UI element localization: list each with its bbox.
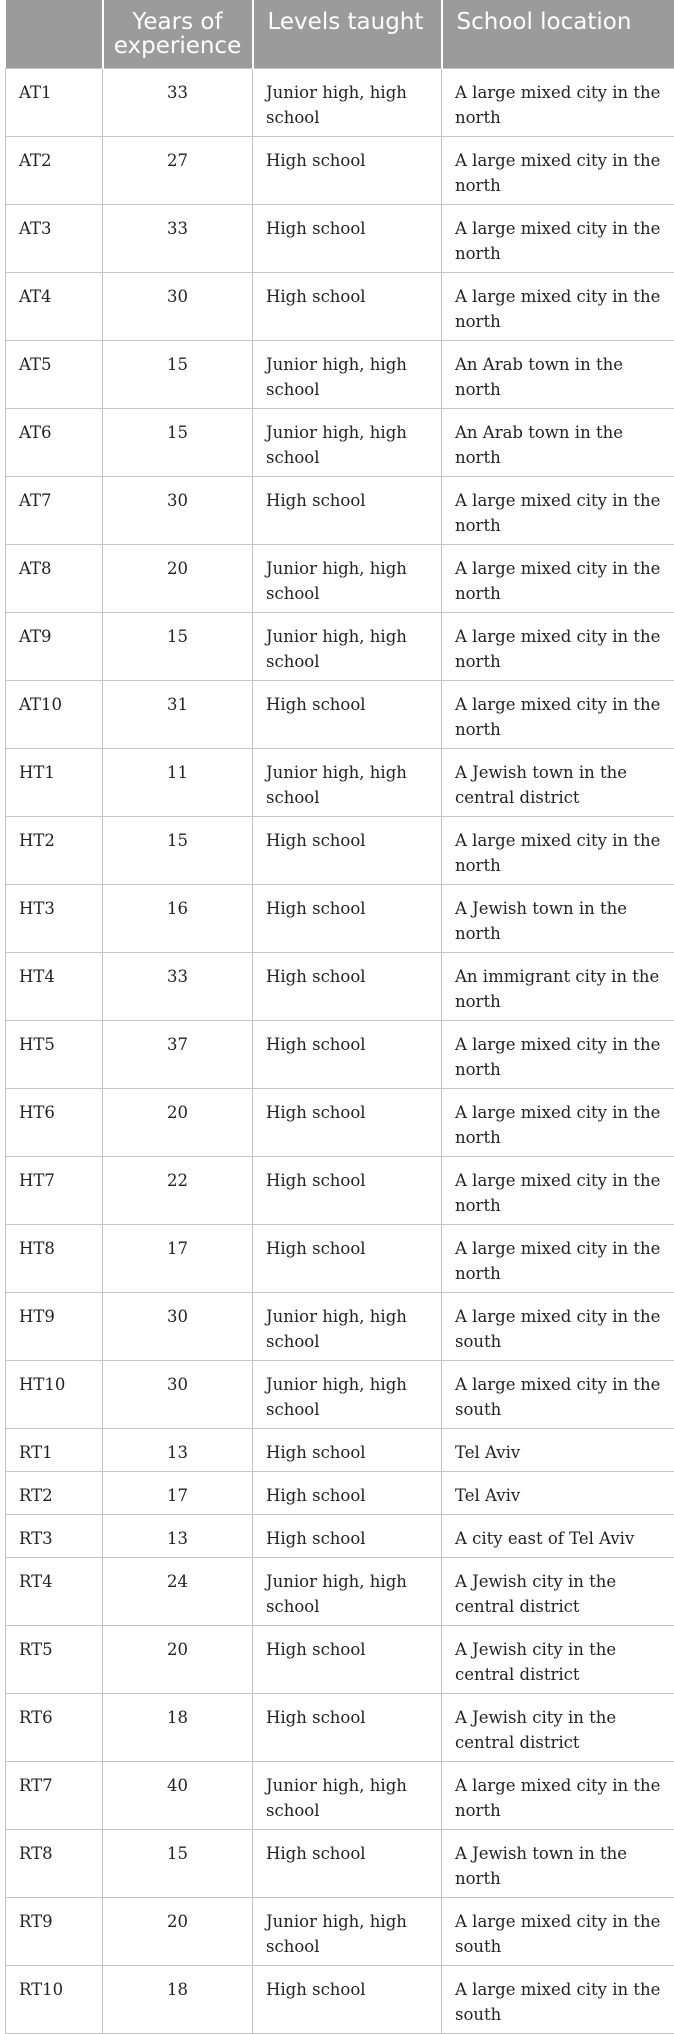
teacher-table [5,0,674,2034]
table-row [6,1515,674,1558]
cell-school-location: An Arab town in the north [442,409,674,477]
cell-school-location: A large mixed city in the north [442,1089,674,1157]
cell-teacher-id: RT5 [6,1626,103,1694]
cell-years-of-experience: 15 [103,817,253,885]
table-row [6,1429,674,1472]
cell-teacher-id: AT1 [6,69,103,137]
cell-teacher-id: HT9 [6,1293,103,1361]
cell-teacher-id: HT3 [6,885,103,953]
cell-levels-taught: High school [253,1472,442,1515]
table-row [6,69,674,137]
cell-levels-taught: High school [253,1830,442,1898]
cell-levels-taught: Junior high, high school [253,1361,442,1429]
cell-levels-taught: High school [253,477,442,545]
cell-years-of-experience: 13 [103,1515,253,1558]
cell-teacher-id: RT10 [6,1966,103,2034]
cell-years-of-experience: 20 [103,545,253,613]
cell-levels-taught: High school [253,1021,442,1089]
cell-years-of-experience: 15 [103,1830,253,1898]
cell-years-of-experience: 17 [103,1472,253,1515]
cell-levels-taught: Junior high, high school [253,409,442,477]
cell-teacher-id: AT4 [6,273,103,341]
cell-school-location: A large mixed city in the north [442,817,674,885]
cell-years-of-experience: 33 [103,69,253,137]
cell-school-location: Tel Aviv [442,1472,674,1515]
table-row [6,273,674,341]
cell-school-location: A Jewish city in the central district [442,1558,674,1626]
cell-school-location: A Jewish town in the north [442,1830,674,1898]
cell-levels-taught: High school [253,1157,442,1225]
cell-teacher-id: RT9 [6,1898,103,1966]
cell-years-of-experience: 31 [103,681,253,749]
cell-levels-taught: Junior high, high school [253,1558,442,1626]
header-school-location: School location [442,0,674,69]
table-row [6,545,674,613]
cell-levels-taught: High school [253,1966,442,2034]
cell-years-of-experience: 16 [103,885,253,953]
cell-levels-taught: High school [253,817,442,885]
table-row [6,613,674,681]
header-levels-taught: Levels taught [253,0,442,69]
cell-years-of-experience: 22 [103,1157,253,1225]
cell-years-of-experience: 24 [103,1558,253,1626]
header-id [6,0,103,69]
cell-school-location: A large mixed city in the north [442,613,674,681]
cell-school-location: An Arab town in the north [442,341,674,409]
table-row [6,1089,674,1157]
cell-teacher-id: AT8 [6,545,103,613]
cell-years-of-experience: 30 [103,273,253,341]
cell-years-of-experience: 30 [103,477,253,545]
cell-teacher-id: RT2 [6,1472,103,1515]
cell-levels-taught: High school [253,1515,442,1558]
cell-teacher-id: AT9 [6,613,103,681]
table-row [6,409,674,477]
cell-levels-taught: High school [253,681,442,749]
cell-levels-taught: High school [253,1694,442,1762]
cell-years-of-experience: 20 [103,1089,253,1157]
cell-school-location: A large mixed city in the south [442,1293,674,1361]
cell-teacher-id: AT2 [6,137,103,205]
table-row [6,1830,674,1898]
cell-school-location: A Jewish city in the central district [442,1694,674,1762]
cell-levels-taught: High school [253,137,442,205]
cell-teacher-id: AT7 [6,477,103,545]
cell-school-location: Tel Aviv [442,1429,674,1472]
cell-years-of-experience: 37 [103,1021,253,1089]
cell-years-of-experience: 18 [103,1694,253,1762]
cell-years-of-experience: 15 [103,613,253,681]
cell-teacher-id: AT6 [6,409,103,477]
table-row [6,1762,674,1830]
cell-years-of-experience: 27 [103,137,253,205]
cell-years-of-experience: 11 [103,749,253,817]
cell-years-of-experience: 33 [103,205,253,273]
cell-levels-taught: Junior high, high school [253,1762,442,1830]
cell-school-location: A large mixed city in the north [442,1021,674,1089]
table-row [6,477,674,545]
cell-school-location: A Jewish town in the central district [442,749,674,817]
table-header-row [6,0,674,69]
table-row [6,1694,674,1762]
cell-school-location: A large mixed city in the north [442,1157,674,1225]
cell-teacher-id: AT3 [6,205,103,273]
table-row [6,1157,674,1225]
cell-years-of-experience: 17 [103,1225,253,1293]
cell-levels-taught: High school [253,1225,442,1293]
cell-teacher-id: RT7 [6,1762,103,1830]
cell-school-location: A large mixed city in the north [442,477,674,545]
cell-years-of-experience: 33 [103,953,253,1021]
cell-levels-taught: High school [253,205,442,273]
cell-levels-taught: High school [253,1626,442,1694]
cell-teacher-id: RT4 [6,1558,103,1626]
header-years-of-experience: Years of experience [103,0,253,69]
cell-levels-taught: Junior high, high school [253,545,442,613]
cell-levels-taught: High school [253,885,442,953]
cell-levels-taught: Junior high, high school [253,749,442,817]
cell-years-of-experience: 40 [103,1762,253,1830]
table-row [6,1293,674,1361]
cell-years-of-experience: 18 [103,1966,253,2034]
cell-years-of-experience: 15 [103,341,253,409]
cell-school-location: A large mixed city in the north [442,273,674,341]
cell-school-location: A large mixed city in the south [442,1361,674,1429]
cell-teacher-id: RT3 [6,1515,103,1558]
table-row [6,885,674,953]
cell-levels-taught: Junior high, high school [253,341,442,409]
cell-teacher-id: HT10 [6,1361,103,1429]
cell-years-of-experience: 30 [103,1293,253,1361]
cell-school-location: A large mixed city in the north [442,1762,674,1830]
cell-school-location: A large mixed city in the north [442,545,674,613]
cell-years-of-experience: 13 [103,1429,253,1472]
table-row [6,137,674,205]
cell-levels-taught: Junior high, high school [253,1293,442,1361]
cell-school-location: An immigrant city in the north [442,953,674,1021]
cell-teacher-id: AT5 [6,341,103,409]
table-row [6,749,674,817]
cell-teacher-id: RT6 [6,1694,103,1762]
cell-teacher-id: HT4 [6,953,103,1021]
cell-years-of-experience: 20 [103,1626,253,1694]
cell-levels-taught: Junior high, high school [253,613,442,681]
cell-school-location: A large mixed city in the south [442,1966,674,2034]
table-row [6,1898,674,1966]
cell-levels-taught: High school [253,1089,442,1157]
table-row [6,1626,674,1694]
cell-levels-taught: Junior high, high school [253,1898,442,1966]
cell-levels-taught: Junior high, high school [253,69,442,137]
table-row [6,817,674,885]
cell-school-location: A large mixed city in the north [442,205,674,273]
table-row [6,1558,674,1626]
cell-years-of-experience: 30 [103,1361,253,1429]
cell-teacher-id: RT1 [6,1429,103,1472]
table-body [6,69,674,2034]
cell-school-location: A city east of Tel Aviv [442,1515,674,1558]
cell-teacher-id: HT7 [6,1157,103,1225]
cell-school-location: A large mixed city in the south [442,1898,674,1966]
cell-teacher-id: HT5 [6,1021,103,1089]
table-row [6,953,674,1021]
table-row [6,1361,674,1429]
cell-school-location: A Jewish city in the central district [442,1626,674,1694]
table-row [6,1021,674,1089]
cell-years-of-experience: 20 [103,1898,253,1966]
cell-school-location: A large mixed city in the north [442,69,674,137]
cell-school-location: A large mixed city in the north [442,1225,674,1293]
cell-teacher-id: HT6 [6,1089,103,1157]
cell-teacher-id: RT8 [6,1830,103,1898]
table-row [6,1472,674,1515]
teacher-table-container [5,0,674,2034]
table-row [6,341,674,409]
cell-school-location: A Jewish town in the north [442,885,674,953]
table-row [6,681,674,749]
cell-teacher-id: AT10 [6,681,103,749]
cell-school-location: A large mixed city in the north [442,137,674,205]
cell-levels-taught: High school [253,953,442,1021]
cell-teacher-id: HT2 [6,817,103,885]
cell-teacher-id: HT8 [6,1225,103,1293]
cell-teacher-id: HT1 [6,749,103,817]
table-row [6,1225,674,1293]
cell-years-of-experience: 15 [103,409,253,477]
cell-levels-taught: High school [253,1429,442,1472]
cell-school-location: A large mixed city in the north [442,681,674,749]
table-row [6,1966,674,2034]
table-row [6,205,674,273]
cell-levels-taught: High school [253,273,442,341]
